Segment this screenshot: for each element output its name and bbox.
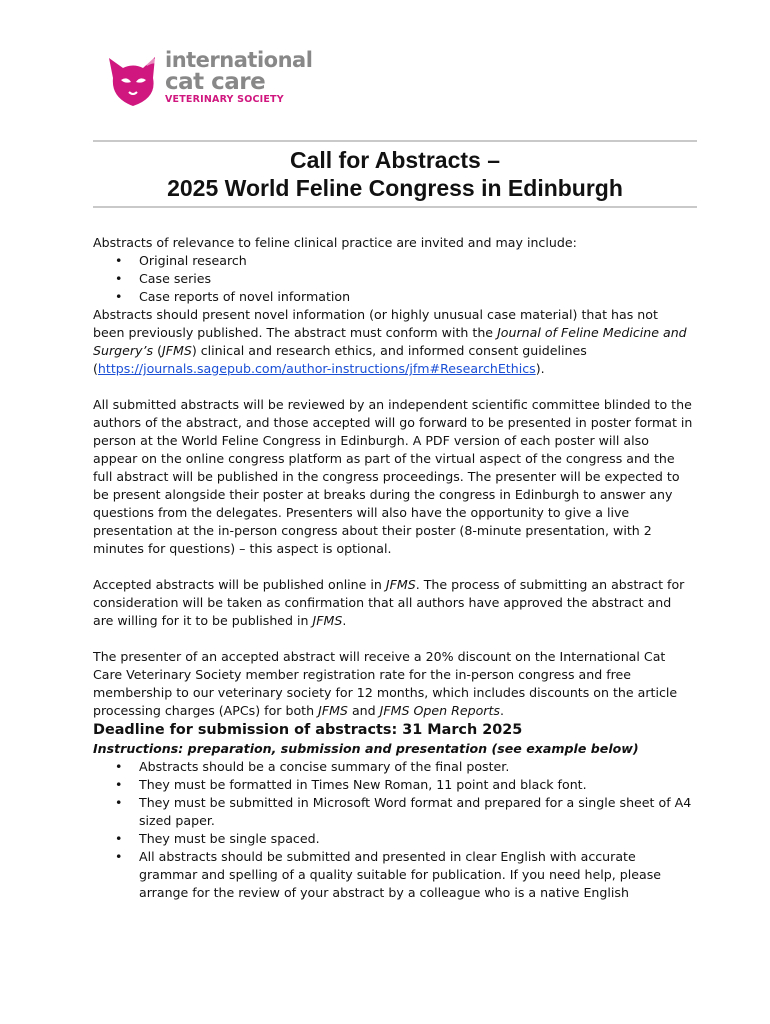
list-item: • Original research xyxy=(115,253,247,268)
logo-text-line2: cat care xyxy=(165,69,266,95)
list-item: • They must be submitted in Microsoft Word format and prepared for a single sheet of A4 sized paper. xyxy=(115,795,692,828)
document-body xyxy=(93,234,693,902)
bullet-icon: • xyxy=(115,759,123,774)
instructions-heading: Instructions: preparation, submission and presentation (see example below) xyxy=(93,741,639,756)
list-item: • They must be formatted in Times New Roman, 11 point and black font. xyxy=(115,777,587,792)
list-item: • Case series xyxy=(115,271,212,286)
cat-logo-icon xyxy=(103,52,163,110)
bullet-icon: • xyxy=(115,253,123,268)
abstract-types-list xyxy=(93,252,693,306)
bullet-icon: • xyxy=(115,831,123,846)
title-line-1: Call for Abstracts – xyxy=(289,147,501,173)
bullet-icon: • xyxy=(115,777,123,792)
bullet-icon: • xyxy=(115,795,123,810)
logo-text-line3: VETERINARY SOCIETY xyxy=(165,94,284,105)
bullet-icon: • xyxy=(115,289,123,304)
society-logo xyxy=(103,48,313,110)
discount-paragraph: The presenter of an accepted abstract will receive a 20% discount on the International Cat Care Veterinary Society member registration rate for the in-person congress and free membership to our veterinary society for 12 months, which includes discounts on the article processing charges (APCs) for both JFMS and JFMS Open Reports. xyxy=(93,649,678,718)
ethics-guidelines-link[interactable]: https://journals.sagepub.com/author-instructions/jfm#ResearchEthics xyxy=(97,361,536,376)
intro-lead: Abstracts of relevance to feline clinical practice are invited and may include: xyxy=(93,235,577,250)
bullet-icon: • xyxy=(115,271,123,286)
deadline-heading: Deadline for submission of abstracts: 31 March 2025 xyxy=(93,722,523,738)
instructions-list xyxy=(93,758,693,902)
list-item: • All abstracts should be submitted and presented in clear English with accurate grammar and spelling of a quality suitable for publication. If you need help, please arrange for the review of your abstract by a colleague who is a native English xyxy=(115,849,662,900)
document-title xyxy=(93,140,697,208)
bullet-icon: • xyxy=(115,849,123,864)
list-item: • Case reports of novel information xyxy=(115,289,351,304)
publication-paragraph: Accepted abstracts will be published online in JFMS. The process of submitting an abstract for consideration will be taken as confirmation that all authors have approved the abstract and are willing for it to be published in JFMS. xyxy=(93,577,685,628)
journal-name: Journal of Feline Medicine and Surgery’s xyxy=(93,325,687,358)
logo-text-line1: international xyxy=(165,48,313,72)
list-item: • Abstracts should be a concise summary of the final poster. xyxy=(115,759,510,774)
title-line-2: 2025 World Feline Congress in Edinburgh xyxy=(167,175,623,201)
novelty-paragraph: Abstracts should present novel information (or highly unusual case material) that has not been previously published. The abstract must conform with the Journal of Feline Medicine and Surgery’s (JFMS) clinical and research ethics, and informed consent guidelines (https://journals.sagepub.com/author-instructions/jfm#ResearchEthics). xyxy=(93,307,687,376)
list-item: • They must be single spaced. xyxy=(115,831,320,846)
review-paragraph: All submitted abstracts will be reviewed by an independent scientific committee blinded to the authors of the abstract, and those accepted will go forward to be presented in poster format in person at the World Feline Congress in Edinburgh. A PDF version of each poster will also appear on the online congress platform as part of the virtual aspect of the congress and the full abstract will be published in the congress proceedings. The presenter will be expected to be present alongside their poster at breaks during the congress in Edinburgh to answer any questions from the delegates. Presenters will also have the opportunity to give a live presentation at the in-person congress about their poster (8-minute presentation, with 2 minutes for questions) – this aspect is optional. xyxy=(93,397,693,556)
